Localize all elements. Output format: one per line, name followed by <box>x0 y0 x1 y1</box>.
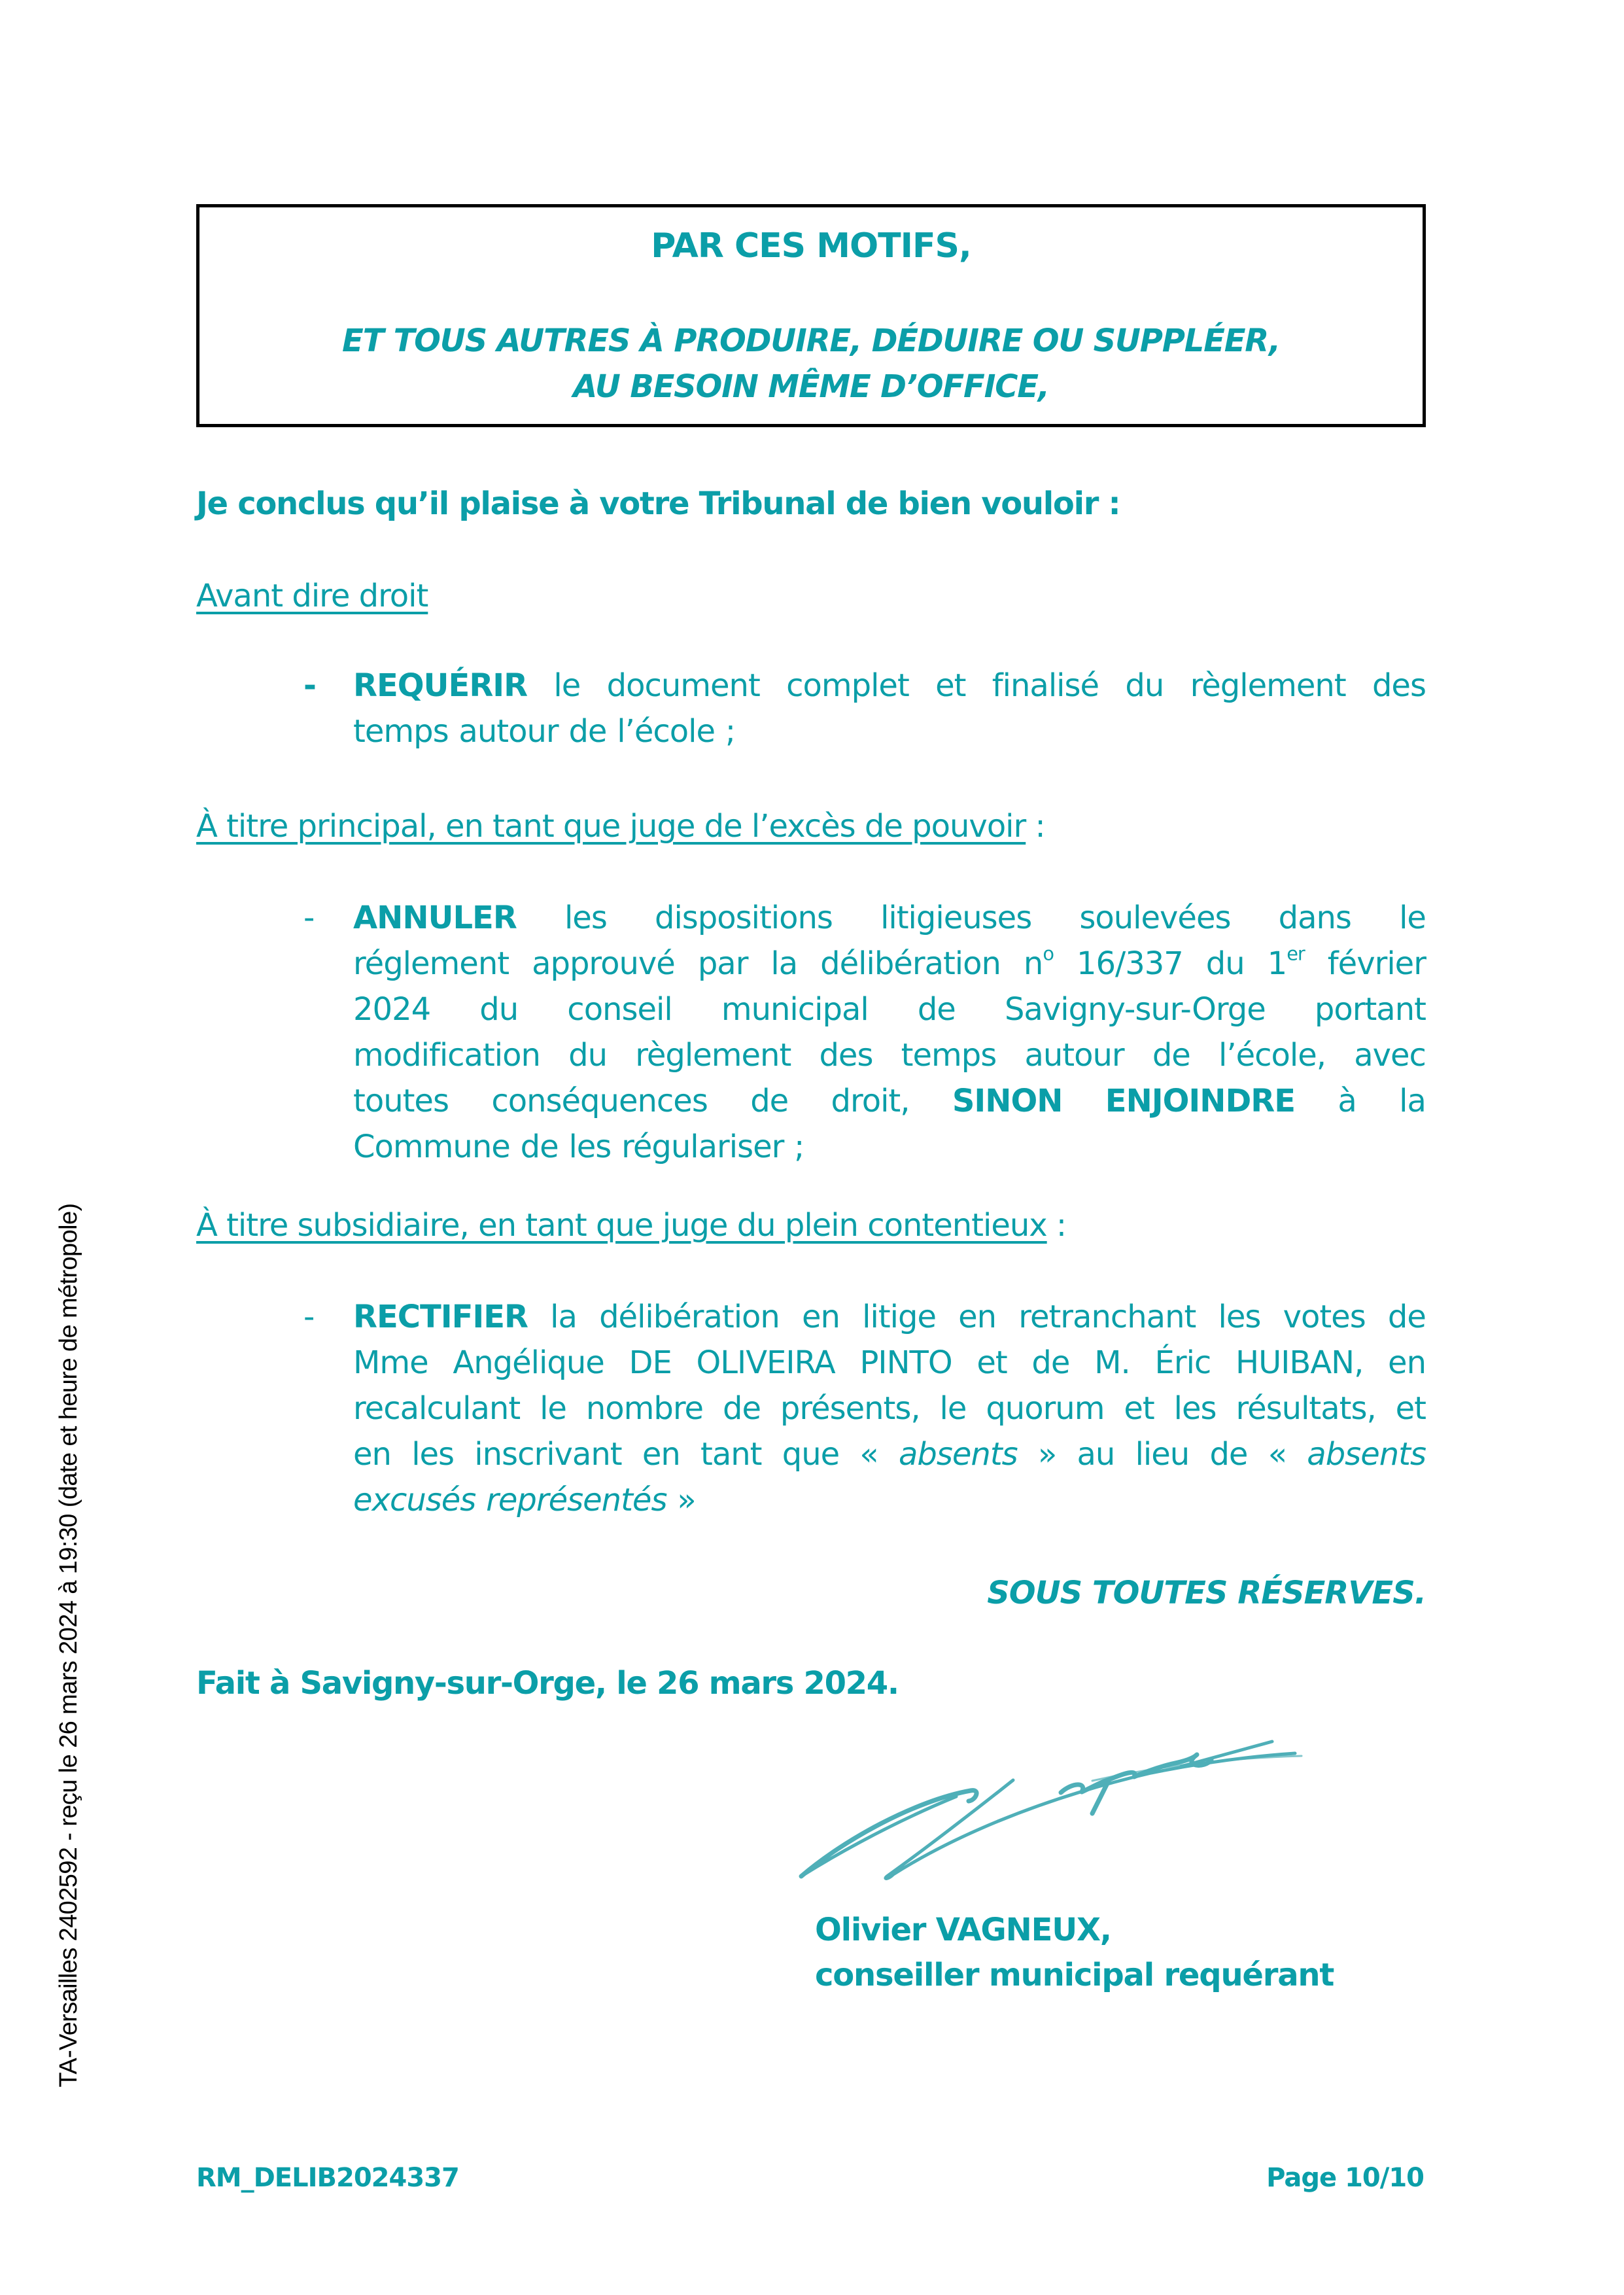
text-run: délibération <box>820 945 1001 982</box>
word <box>782 1431 839 1477</box>
text-run: le <box>540 1390 566 1427</box>
paragraph-lines <box>353 1294 1426 1523</box>
section-heading-titre-subsidiaire <box>196 1202 1066 1248</box>
word <box>859 1340 952 1386</box>
section-heading-titre-principal <box>196 803 1045 849</box>
text-run: Éric <box>1154 1344 1211 1381</box>
text-run: Savigny-sur-Orge <box>1004 991 1266 1028</box>
text-run: du <box>568 1037 607 1074</box>
text-run: de <box>1387 1299 1426 1335</box>
text-run: régulariser <box>621 1129 784 1165</box>
word <box>1218 1032 1326 1078</box>
word <box>1328 941 1426 987</box>
text-run: 16/337 <box>1076 945 1183 982</box>
word <box>550 1294 577 1340</box>
signature-stroke <box>801 1796 956 1876</box>
word <box>1209 1431 1247 1477</box>
text-run: résultats, <box>1235 1390 1376 1427</box>
text-run: municipal <box>721 991 869 1028</box>
text-run: le <box>553 667 581 704</box>
text-run: le <box>1399 900 1426 936</box>
text-run: lieu <box>1135 1436 1190 1473</box>
text-run: ; <box>725 713 736 750</box>
text-run: autour <box>458 713 559 750</box>
word <box>353 895 517 941</box>
motifs-subtitle-line: AU BESOIN MÊME D’OFFICE, <box>573 368 1049 405</box>
text-run: de <box>1152 1037 1190 1074</box>
motifs-box <box>196 204 1426 427</box>
word <box>1235 1386 1375 1431</box>
text-run: de <box>722 1390 761 1427</box>
word <box>599 1294 780 1340</box>
word <box>521 1124 559 1170</box>
word <box>353 663 527 709</box>
text-run: de <box>1031 1344 1070 1381</box>
word <box>1079 895 1230 941</box>
word <box>486 1477 666 1523</box>
paragraph-line <box>353 1032 1426 1078</box>
text-run: de <box>917 991 956 1028</box>
section-heading-label: À titre subsidiaire, en tant que juge du plein contentieux <box>196 1207 1047 1244</box>
text-run: droit, <box>831 1083 910 1119</box>
motifs-subtitle-line: ET TOUS AUTRES À PRODUIRE, DÉDUIRE OU SUPPLÉER, <box>342 323 1280 359</box>
word <box>353 1477 475 1523</box>
text-run: tant <box>700 1436 762 1473</box>
signatory-name: Olivier VAGNEUX, <box>815 1912 1111 1948</box>
word <box>1105 1078 1295 1124</box>
text-run: les <box>568 1129 612 1165</box>
text-run: » <box>1037 1436 1057 1473</box>
word <box>721 987 869 1032</box>
word <box>723 1386 761 1431</box>
text-run: finalisé <box>992 667 1099 704</box>
text-run: modification <box>353 1037 540 1074</box>
bullet-dash: - <box>303 667 316 704</box>
word <box>1372 663 1426 709</box>
word <box>353 1431 391 1477</box>
text-run: avec <box>1354 1037 1426 1074</box>
paragraph-line <box>353 1386 1426 1431</box>
text-run: des <box>819 1037 873 1074</box>
word <box>353 1032 540 1078</box>
text-run: du <box>1205 945 1245 982</box>
word <box>1388 1340 1426 1386</box>
signatory-block <box>815 1908 1334 1998</box>
footer-reference: RM_DELIB2024337 <box>196 2163 459 2193</box>
word <box>568 1032 607 1078</box>
text-run: en <box>642 1436 680 1473</box>
word <box>986 1386 1104 1431</box>
word <box>1031 1340 1069 1386</box>
word <box>474 1431 621 1477</box>
text-run: DE <box>629 1344 672 1381</box>
rectify-paragraph <box>303 1294 1426 1523</box>
text-run: présents, <box>780 1390 920 1427</box>
word <box>859 1431 878 1477</box>
word <box>1354 1032 1426 1078</box>
word <box>453 1340 604 1386</box>
word <box>700 1431 761 1477</box>
text-run: ENJOINDRE <box>1105 1083 1296 1119</box>
text-run: les <box>411 1436 455 1473</box>
paragraph-line <box>353 941 1426 987</box>
word <box>820 941 1001 987</box>
word <box>1077 1431 1115 1477</box>
word <box>586 1386 703 1431</box>
text-run: la <box>770 945 798 982</box>
text-run: règlement <box>635 1037 791 1074</box>
word <box>697 1340 835 1386</box>
word <box>540 1386 566 1431</box>
text-run: portant <box>1314 991 1426 1028</box>
word <box>353 709 449 754</box>
word <box>1024 1032 1124 1078</box>
word <box>918 987 956 1032</box>
word <box>992 663 1099 709</box>
word <box>564 895 607 941</box>
word <box>567 987 672 1032</box>
word <box>952 1078 1063 1124</box>
text-run: absents <box>1307 1436 1426 1473</box>
paragraph-lines <box>353 663 1426 754</box>
text-run: à <box>1338 1083 1356 1119</box>
text-run: PINTO <box>859 1344 952 1381</box>
text-run: février <box>1327 945 1426 982</box>
word <box>1399 1078 1426 1124</box>
paragraph-line <box>353 1431 1426 1477</box>
court-receipt-stamp: TA-Versailles 2402592 - reçu le 26 mars 2024 à 19:30 (date et heure de métropole) <box>55 1203 82 2088</box>
text-run: 1 <box>1267 945 1287 982</box>
text-run: au <box>1077 1436 1115 1473</box>
paragraph-line <box>353 1294 1426 1340</box>
text-run: temps <box>353 713 449 750</box>
word <box>1218 1294 1261 1340</box>
text-run: litige <box>862 1299 936 1335</box>
word <box>770 941 797 987</box>
word <box>568 1124 611 1170</box>
word <box>1396 1386 1426 1431</box>
word <box>353 1294 528 1340</box>
word <box>635 1032 791 1078</box>
text-run: dans <box>1278 900 1351 936</box>
superscript: er <box>1287 942 1305 965</box>
bullet-dash: - <box>303 900 315 936</box>
text-run: excusés <box>353 1482 476 1518</box>
word <box>353 1078 449 1124</box>
text-run: document <box>606 667 760 704</box>
text-run: litigieuses <box>880 900 1032 936</box>
signature-stroke <box>1092 1756 1302 1781</box>
text-run: en <box>353 1436 391 1473</box>
motifs-title: PAR CES MOTIFS, <box>651 226 971 266</box>
text-run: Angélique <box>453 1344 604 1381</box>
word <box>725 709 735 754</box>
word <box>677 1477 695 1523</box>
text-run: et <box>1395 1390 1426 1427</box>
paragraph-line <box>353 709 1426 754</box>
paragraph-lines <box>353 895 1426 1170</box>
word <box>1279 895 1351 941</box>
word <box>1005 987 1266 1032</box>
text-run: votes <box>1283 1299 1366 1335</box>
text-run: en <box>1388 1344 1426 1381</box>
word <box>862 1294 936 1340</box>
text-run: recalculant <box>353 1390 521 1427</box>
word <box>411 1431 454 1477</box>
word <box>617 709 715 754</box>
word <box>1152 1032 1190 1078</box>
text-run: toutes <box>353 1083 449 1119</box>
superscript: o <box>1043 942 1054 965</box>
handwritten-signature <box>785 1727 1308 1884</box>
word <box>1155 1340 1211 1386</box>
word <box>1094 1340 1130 1386</box>
text-run: n <box>1023 945 1043 982</box>
word <box>1235 1340 1363 1386</box>
word <box>1124 1386 1154 1431</box>
section-heading-label: À titre principal, en tant que juge de l’excès de pouvoir <box>196 808 1026 845</box>
text-run: dispositions <box>654 900 833 936</box>
word <box>353 941 509 987</box>
word <box>353 987 430 1032</box>
text-run: du <box>1125 667 1164 704</box>
text-run: que <box>782 1436 840 1473</box>
word <box>1399 895 1426 941</box>
signature-stroke <box>1109 1755 1211 1779</box>
word <box>899 1431 1018 1477</box>
word <box>1268 1431 1287 1477</box>
section-heading-suffix: : <box>1046 1207 1067 1244</box>
text-run: par <box>697 945 748 982</box>
word <box>750 1078 788 1124</box>
word <box>1268 941 1305 987</box>
text-run: quorum <box>986 1390 1105 1427</box>
word <box>607 663 760 709</box>
section-heading-label: Avant dire droit <box>196 578 428 614</box>
text-run: 2024 <box>353 991 431 1028</box>
text-run: autour <box>1024 1037 1124 1074</box>
text-run: approuvé <box>532 945 675 982</box>
paragraph-line <box>353 1477 1426 1523</box>
word <box>353 1340 428 1386</box>
text-run: conséquences <box>491 1083 708 1119</box>
text-run: » <box>677 1482 696 1518</box>
text-run: HUIBAN, <box>1235 1344 1364 1381</box>
request-paragraph <box>303 663 1426 754</box>
word <box>1125 663 1164 709</box>
text-run: inscrivant <box>474 1436 622 1473</box>
text-run: « <box>859 1436 878 1473</box>
section-heading-avant-dire-droit <box>196 573 428 619</box>
paragraph-line <box>353 1124 1426 1170</box>
word <box>532 941 675 987</box>
text-run: l’école <box>617 713 716 750</box>
word <box>1283 1294 1366 1340</box>
text-run: du <box>479 991 519 1028</box>
word <box>794 1124 804 1170</box>
text-run: Commune <box>353 1129 510 1165</box>
word <box>629 1340 672 1386</box>
text-run: retranchant <box>1018 1299 1196 1335</box>
word <box>831 1078 910 1124</box>
text-run: des <box>1372 667 1426 704</box>
text-run: RECTIFIER <box>353 1299 528 1335</box>
word <box>1038 1431 1056 1477</box>
word <box>1018 1294 1196 1340</box>
paragraph-line <box>353 987 1426 1032</box>
paragraph-line <box>353 895 1426 941</box>
paragraph-line <box>353 1340 1426 1386</box>
text-run: les <box>564 900 607 936</box>
word <box>479 987 518 1032</box>
word <box>1190 663 1346 709</box>
text-run: et <box>1124 1390 1154 1427</box>
motifs-subtitle <box>199 318 1423 410</box>
page-number: Page 10/10 <box>1266 2163 1424 2193</box>
word <box>568 709 606 754</box>
paragraph-line <box>353 663 1426 709</box>
word <box>901 1032 997 1078</box>
word <box>655 895 833 941</box>
text-run: SINON <box>952 1083 1063 1119</box>
word <box>1077 941 1183 987</box>
annul-paragraph <box>303 895 1426 1170</box>
text-run: de <box>1209 1436 1248 1473</box>
text-run: l’école, <box>1218 1037 1326 1074</box>
word <box>958 1294 996 1340</box>
text-run: OLIVEIRA <box>696 1344 835 1381</box>
text-run: M. <box>1094 1344 1130 1381</box>
word <box>786 663 909 709</box>
text-run: réglement <box>353 945 510 982</box>
word <box>1388 1294 1426 1340</box>
word <box>802 1294 840 1340</box>
place-and-date: Fait à Savigny-sur-Orge, le 26 mars 2024. <box>196 1665 899 1702</box>
section-heading-suffix: : <box>1026 808 1045 845</box>
word <box>1024 941 1054 987</box>
signatory-title: conseiller municipal requérant <box>815 1957 1334 1993</box>
text-run: de <box>568 713 607 750</box>
bullet-dash: - <box>303 1299 315 1335</box>
text-run: nombre <box>585 1390 704 1427</box>
text-run: les <box>1218 1299 1261 1335</box>
text-run: soulevées <box>1079 900 1231 936</box>
word <box>621 1124 784 1170</box>
text-run: en <box>958 1299 997 1335</box>
conclusion-intro: Je conclus qu’il plaise à votre Tribunal de bien vouloir : <box>196 485 1120 522</box>
word <box>976 1340 1007 1386</box>
text-run: le <box>939 1390 967 1427</box>
word <box>1174 1386 1217 1431</box>
signature-stroke <box>801 1791 976 1876</box>
text-run: représentés <box>486 1482 667 1518</box>
word <box>458 709 558 754</box>
word <box>1307 1431 1426 1477</box>
word <box>1206 941 1245 987</box>
word <box>353 1386 520 1431</box>
word <box>780 1386 920 1431</box>
signature-stroke <box>886 1753 1295 1878</box>
text-run: de <box>520 1129 559 1165</box>
word <box>819 1032 872 1078</box>
text-run: règlement <box>1190 667 1346 704</box>
text-run: complet <box>786 667 909 704</box>
word <box>1135 1431 1190 1477</box>
text-run: « <box>1268 1436 1287 1473</box>
text-run: Mme <box>353 1344 428 1381</box>
text-run: délibération <box>599 1299 780 1335</box>
word <box>935 663 965 709</box>
text-run: de <box>750 1083 789 1119</box>
word <box>353 1124 510 1170</box>
word <box>880 895 1031 941</box>
text-run: en <box>802 1299 840 1335</box>
word <box>491 1078 708 1124</box>
text-run: REQUÉRIR <box>353 667 528 704</box>
text-run: absents <box>899 1436 1018 1473</box>
text-run: ; <box>794 1129 804 1165</box>
word <box>1315 987 1426 1032</box>
text-run: et <box>935 667 966 704</box>
text-run: temps <box>901 1037 997 1074</box>
reservation-clause: SOUS TOUTES RÉSERVES. <box>987 1575 1426 1611</box>
word <box>1338 1078 1356 1124</box>
word <box>642 1431 680 1477</box>
word <box>553 663 580 709</box>
word <box>698 941 748 987</box>
text-run: la <box>550 1299 577 1335</box>
text-run: et <box>976 1344 1007 1381</box>
text-run: les <box>1173 1390 1217 1427</box>
word <box>940 1386 967 1431</box>
text-run: ANNULER <box>353 900 517 936</box>
paragraph-line <box>353 1078 1426 1124</box>
text-run: conseil <box>567 991 672 1028</box>
text-run: la <box>1399 1083 1426 1119</box>
